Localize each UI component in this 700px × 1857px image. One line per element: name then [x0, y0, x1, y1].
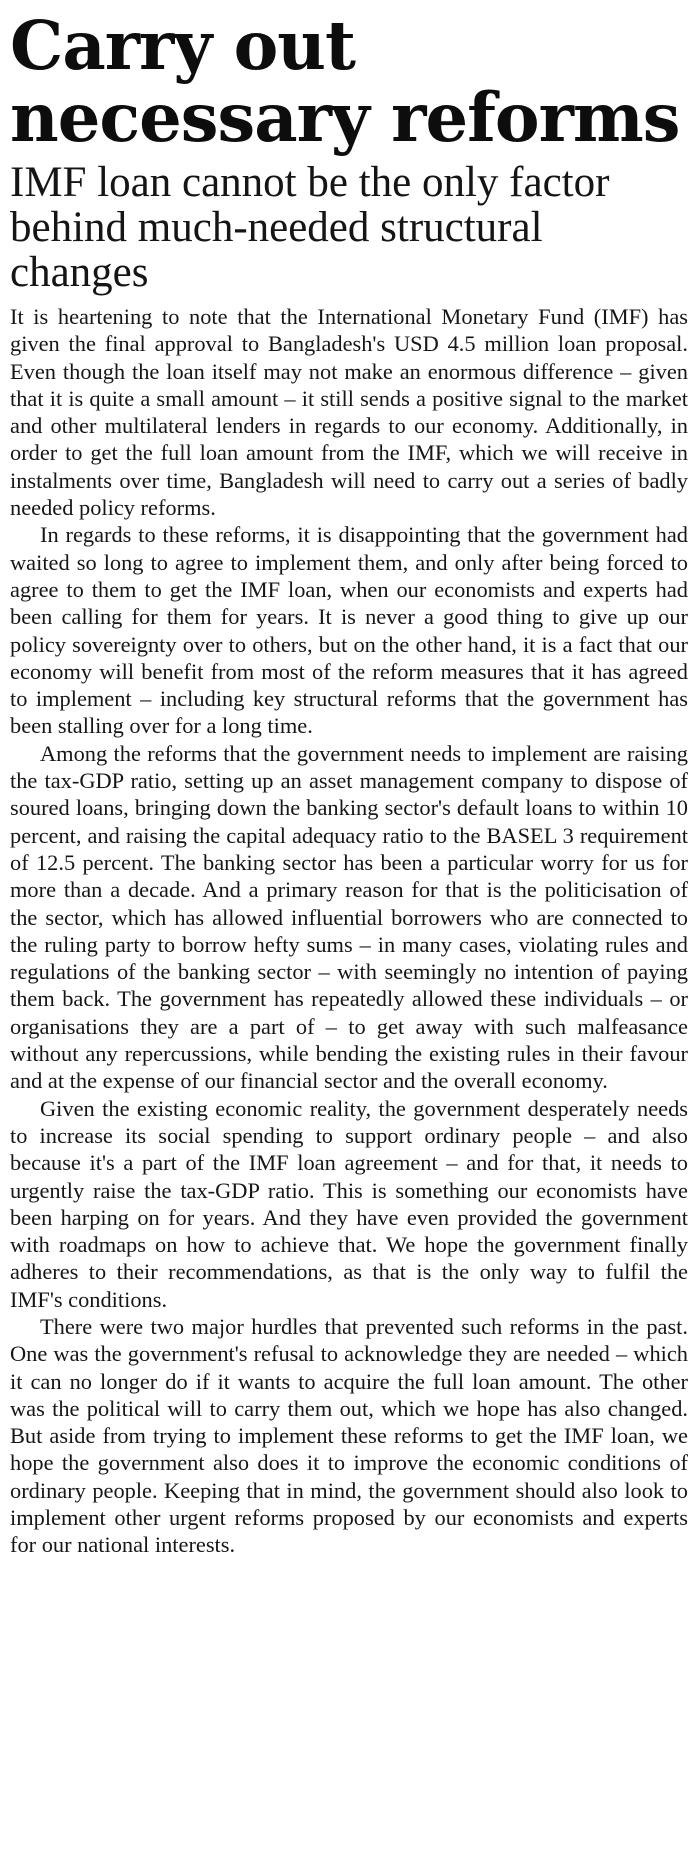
paragraph-3: Among the reforms that the government needs to implement are raising the tax-GDP ratio, setting up an asset management company to dispose of soured loans, bringing down the banking sector's default loans to within 10 percent, and raising the capital adequacy ratio to the BASEL 3 requirement of 12.5 percent. The banking sector has been a particular worry for us for more than a decade. And a primary reason for that is the politicisation of the sector, which has allowed influential borrowers who are connected to the ruling party to borrow hefty sums – in many cases, violating rules and regulations of the banking sector – with seemingly no intention of paying them back. The government has repeatedly allowed these individuals – or organisations they are a part of – to get away with such malfeasance without any repercussions, while bending the existing rules in their favour and at the expense of our financial sector and the overall economy. [10, 740, 688, 1094]
headline: Carry out necessary reforms [10, 6, 680, 157]
paragraph-2: In regards to these reforms, it is disappointing that the government had waited so long to agree to implement them, and only after being forced to agree to them to get the IMF loan, when our economists and experts had been calling for them for years. It is never a good thing to give up our policy sovereignty over to others, but on the other hand, it is a fact that our economy will benefit from most of the reform measures that it has agreed to implement – including key structural reforms that the government has been stalling over for a long time. [10, 522, 688, 739]
paragraph-4: Given the existing economic reality, the government desperately needs to increase its social spending to support ordinary people – and also because it's a part of the IMF loan agreement – and for that, it needs to urgently raise the tax-GDP ratio. This is something our economists have been harping on for years. And they have even provided the government with roadmaps on how to achieve that. We hope the government finally adheres to their recommendations, as that is the only way to fulfil the IMF's conditions. [10, 1095, 688, 1312]
article-body [10, 303, 688, 1559]
paragraph-1: It is heartening to note that the International Monetary Fund (IMF) has given the final approval to Bangladesh's USD 4.5 million loan proposal. Even though the loan itself may not make an enormous difference – given that it is quite a small amount – it still sends a positive signal to the market and other multilateral lenders in regards to our economy. Additionally, in order to get the full loan amount from the IMF, which we will receive in instalments over time, Bangladesh will need to carry out a series of badly needed policy reforms. [10, 304, 688, 521]
editorial-article [10, 6, 688, 1559]
subheadline: IMF loan cannot be the only factor behind much-needed structural changes [10, 159, 610, 296]
paragraph-5: There were two major hurdles that prevented such reforms in the past. One was the government's refusal to acknowledge they are needed – which it can no longer do if it wants to acquire the full loan amount. The other was the political will to carry them out, which we hope has also changed. But aside from trying to implement these reforms to get the IMF loan, we hope the government also does it to improve the economic conditions of ordinary people. Keeping that in mind, the government should also look to implement other urgent reforms proposed by our economists and experts for our national interests. [10, 1313, 688, 1558]
